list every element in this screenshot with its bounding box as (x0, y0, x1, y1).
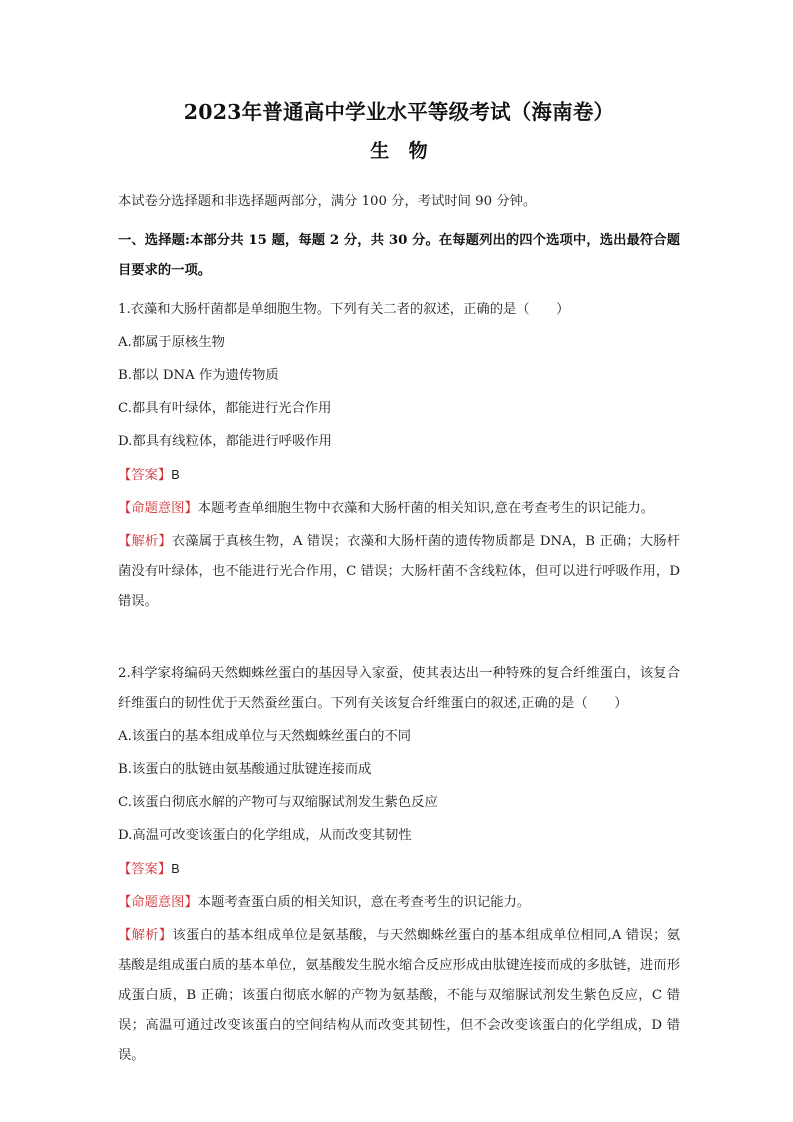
intent-label: 【命题意图】 (118, 895, 198, 911)
analysis-label: 【解析】 (118, 534, 172, 550)
page-subtitle: 生 物 (370, 139, 428, 162)
intent-text: 本题考查蛋白质的相关知识，意在考查考生的识记能力。 (197, 895, 531, 911)
answer-label: 【答案】 (118, 862, 172, 878)
question-stem: 1.衣藻和大肠杆菌都是单细胞生物。下列有关二者的叙述，正确的是（ ） (118, 302, 570, 318)
analysis-line (118, 921, 680, 1071)
question-option: A.该蛋白的基本组成单位与天然蜘蛛丝蛋白的不同 (118, 729, 412, 745)
intent-label: 【命题意图】 (118, 501, 198, 517)
question-stem: 2.科学家将编码天然蜘蛛丝蛋白的基因导入家蚕，使其表达出一种特殊的复合纤维蛋白，该复合纤维蛋白的韧性优于天然蚕丝蛋白。下列有关该复合纤维蛋白的叙述,正确的是（ ） (118, 666, 680, 712)
answer-value: B (171, 862, 180, 877)
question-option: B.该蛋白的肽链由氨基酸通过肽键连接而成 (118, 762, 372, 778)
question-option: A.都属于原核生物 (118, 335, 225, 351)
analysis-text: 衣藻属于真核生物，A 错误；衣藻和大肠杆菌的遗传物质都是 DNA，B 正确；大肠杆菌没有叶绿体，也不能进行光合作用，C 错误；大肠杆菌不含线粒体，但可以进行呼吸作用，D 错误。 (118, 534, 681, 610)
intent-line (118, 494, 680, 524)
answer-label: 【答案】 (118, 468, 172, 484)
intent-line (118, 888, 680, 918)
page-title: 2023年普通高中学业水平等级考试（海南卷） (183, 100, 615, 124)
question-option: B.都以 DNA 作为遗传物质 (118, 368, 279, 384)
exam-intro-text: 本试卷分选择题和非选择题两部分，满分 100 分，考试时间 90 分钟。 (118, 194, 537, 210)
question-option: D.都具有线粒体，都能进行呼吸作用 (118, 434, 332, 450)
answer-value: B (171, 468, 180, 483)
question-option: C.都具有叶绿体，都能进行光合作用 (118, 401, 332, 417)
question-option: D.高温可改变该蛋白的化学组成，从而改变其韧性 (118, 828, 412, 844)
answer-line (118, 460, 680, 491)
answer-line (118, 854, 680, 885)
analysis-text: 该蛋白的基本组成单位是氨基酸，与天然蜘蛛丝蛋白的基本组成单位相同,A 错误；氨基酸是组成蛋白质的基本单位，氨基酸发生脱水缩合反应形成由肽键连接而成的多肽链，进而形成蛋白质，B 正确；该蛋白彻底水解的产物为氨基酸，不能与双缩脲试剂发生紫色反应，C 错误；高温可通过改变该蛋白的空间结构从而改变其韧性，但不会改变该蛋白的化学组成，D 错误。 (118, 928, 681, 1064)
analysis-label: 【解析】 (118, 928, 173, 944)
page-content (118, 0, 680, 1071)
analysis-line (118, 527, 680, 617)
section-one-heading: 一、选择题:本部分共 15 题，每题 2 分，共 30 分。在每题列出的四个选项中，选出最符合题目要求的一项。 (118, 233, 680, 279)
question-option: C.该蛋白彻底水解的产物可与双缩脲试剂发生紫色反应 (118, 795, 438, 811)
intent-text: 本题考查单细胞生物中衣藻和大肠杆菌的相关知识,意在考查考生的识记能力。 (197, 501, 655, 517)
